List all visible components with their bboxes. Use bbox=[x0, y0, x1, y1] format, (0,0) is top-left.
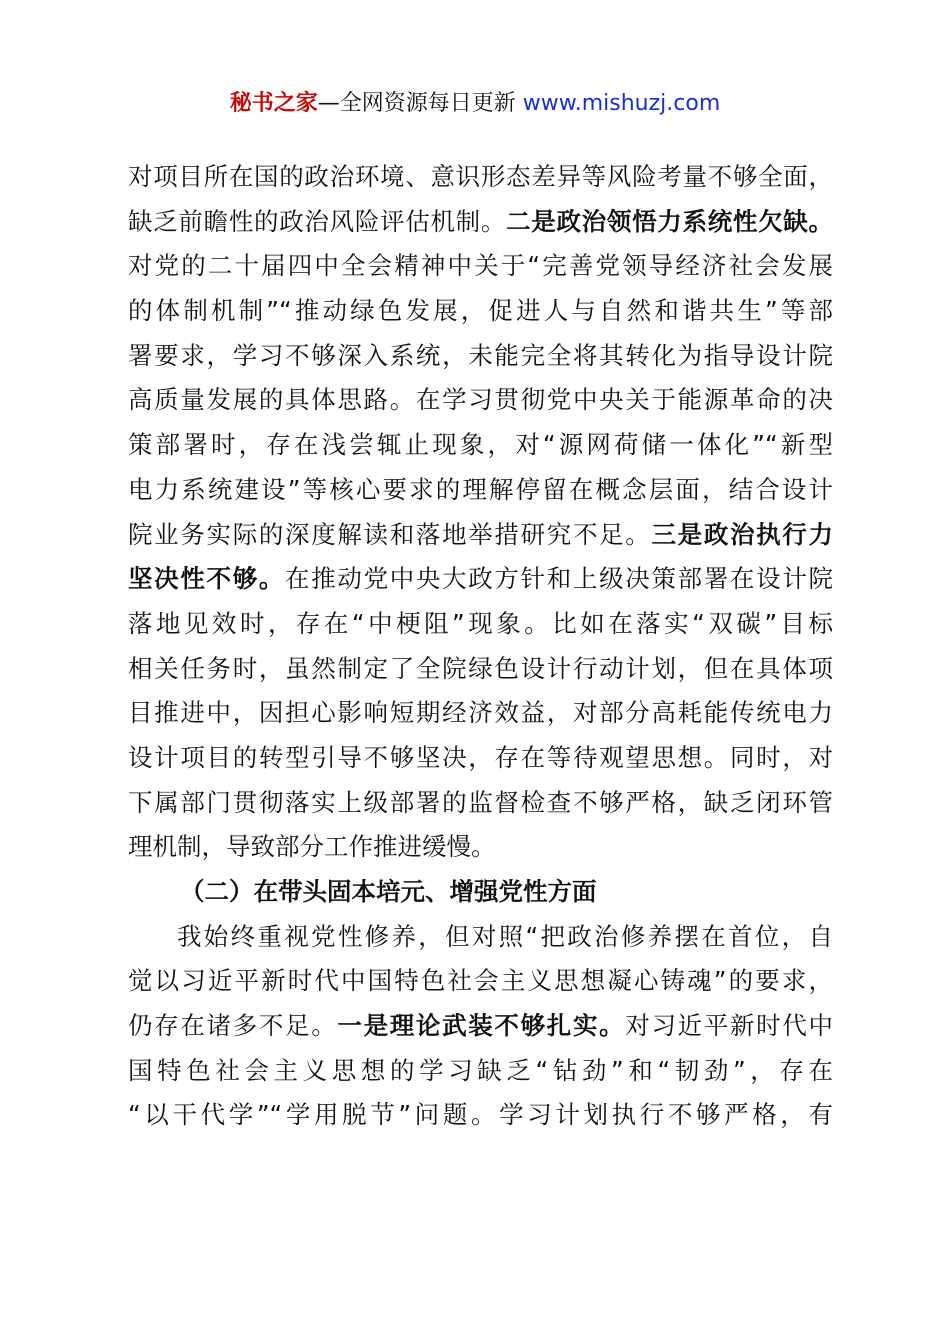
text-line bbox=[128, 1093, 833, 1138]
text-segment: 下属部门贯彻落实上级部署的监督检查不够严格，缺乏闭环管 bbox=[128, 787, 833, 817]
text-segment: 理机制，导致部分工作推进缓慢。 bbox=[128, 832, 496, 862]
text-line bbox=[128, 959, 833, 1004]
text-segment: 院业务实际的深度解读和落地举措研究不足。 bbox=[128, 519, 652, 549]
text-line bbox=[128, 691, 833, 736]
text-segment: 策部署时，存在浅尝辄止现象，对“源网荷储一体化”“新型 bbox=[128, 430, 833, 460]
bold-text-segment: 三是政治执行力 bbox=[651, 519, 834, 549]
text-line bbox=[128, 334, 833, 379]
text-segment: 的体制机制”“推动绿色发展，促进人与自然和谐共生”等部 bbox=[128, 296, 833, 326]
text-line bbox=[128, 289, 833, 334]
text-line bbox=[128, 602, 833, 647]
text-segment: 电力系统建设”等核心要求的理解停留在概念层面，结合设计 bbox=[128, 474, 833, 504]
text-line bbox=[128, 244, 833, 289]
text-line bbox=[128, 915, 833, 960]
text-segment: 对党的二十届四中全会精神中关于“完善党领导经济社会发展 bbox=[128, 251, 833, 281]
text-line bbox=[128, 468, 833, 513]
bold-text-segment: （二）在带头固本培元、增强党性方面 bbox=[180, 877, 597, 906]
text-line bbox=[128, 423, 833, 468]
text-segment: 高质量发展的具体思路。在学习贯彻党中央关于能源革命的决 bbox=[128, 385, 833, 415]
section-heading bbox=[128, 870, 833, 915]
text-line bbox=[128, 378, 833, 423]
text-line bbox=[128, 781, 833, 826]
text-line bbox=[128, 200, 833, 245]
text-line bbox=[128, 155, 833, 200]
text-segment: 署要求，学习不够深入系统，未能完全将其转化为指导设计院 bbox=[128, 340, 833, 370]
text-segment: 对项目所在国的政治环境、意识形态差异等风险考量不够全面， bbox=[128, 162, 833, 191]
text-line bbox=[128, 557, 833, 602]
text-segment: 对习近平新时代中 bbox=[625, 1011, 834, 1041]
text-segment: 国特色社会主义思想的学习缺乏“钻劲”和“韧劲”，存在 bbox=[128, 1055, 833, 1085]
text-segment: 在推动党中央大政方针和上级决策部署在设计院 bbox=[285, 564, 834, 594]
site-name: 秘书之家 bbox=[229, 91, 318, 116]
text-line bbox=[128, 513, 833, 558]
text-segment: 仍存在诸多不足。 bbox=[128, 1011, 338, 1041]
page-header bbox=[0, 86, 950, 122]
text-line bbox=[128, 647, 833, 692]
text-segment: 我始终重视党性修养，但对照“把政治修养摆在首位，自 bbox=[177, 921, 833, 951]
text-segment: 落地见效时，存在“中梗阻”现象。比如在落实“双碳”目标 bbox=[128, 608, 833, 638]
bold-text-segment: 二是政治领悟力系统性欠缺。 bbox=[506, 206, 834, 236]
site-tagline: —全网资源每日更新 bbox=[317, 91, 516, 116]
text-segment: 设计项目的转型引导不够坚决，存在等待观望思想。同时，对 bbox=[128, 742, 833, 772]
text-segment: 目推进中，因担心影响短期经济效益，对部分高耗能传统电力 bbox=[128, 698, 833, 728]
document-body bbox=[128, 155, 833, 1138]
site-url-link[interactable]: www.mishuzj.com bbox=[522, 91, 721, 116]
text-line bbox=[128, 1004, 833, 1049]
text-line bbox=[128, 1049, 833, 1094]
text-segment: 觉以习近平新时代中国特色社会主义思想凝心铸魂”的要求， bbox=[128, 966, 833, 996]
text-segment: 缺乏前瞻性的政治风险评估机制。 bbox=[128, 206, 507, 236]
bold-text-segment: 坚决性不够。 bbox=[128, 564, 286, 594]
text-segment: “以干代学”“学用脱节”问题。学习计划执行不够严格，有 bbox=[128, 1100, 833, 1130]
text-line bbox=[128, 825, 833, 870]
bold-text-segment: 一是理论武装不够扎实。 bbox=[337, 1011, 626, 1041]
text-line bbox=[128, 736, 833, 781]
text-segment: 相关任务时，虽然制定了全院绿色设计行动计划，但在具体项 bbox=[128, 653, 833, 683]
